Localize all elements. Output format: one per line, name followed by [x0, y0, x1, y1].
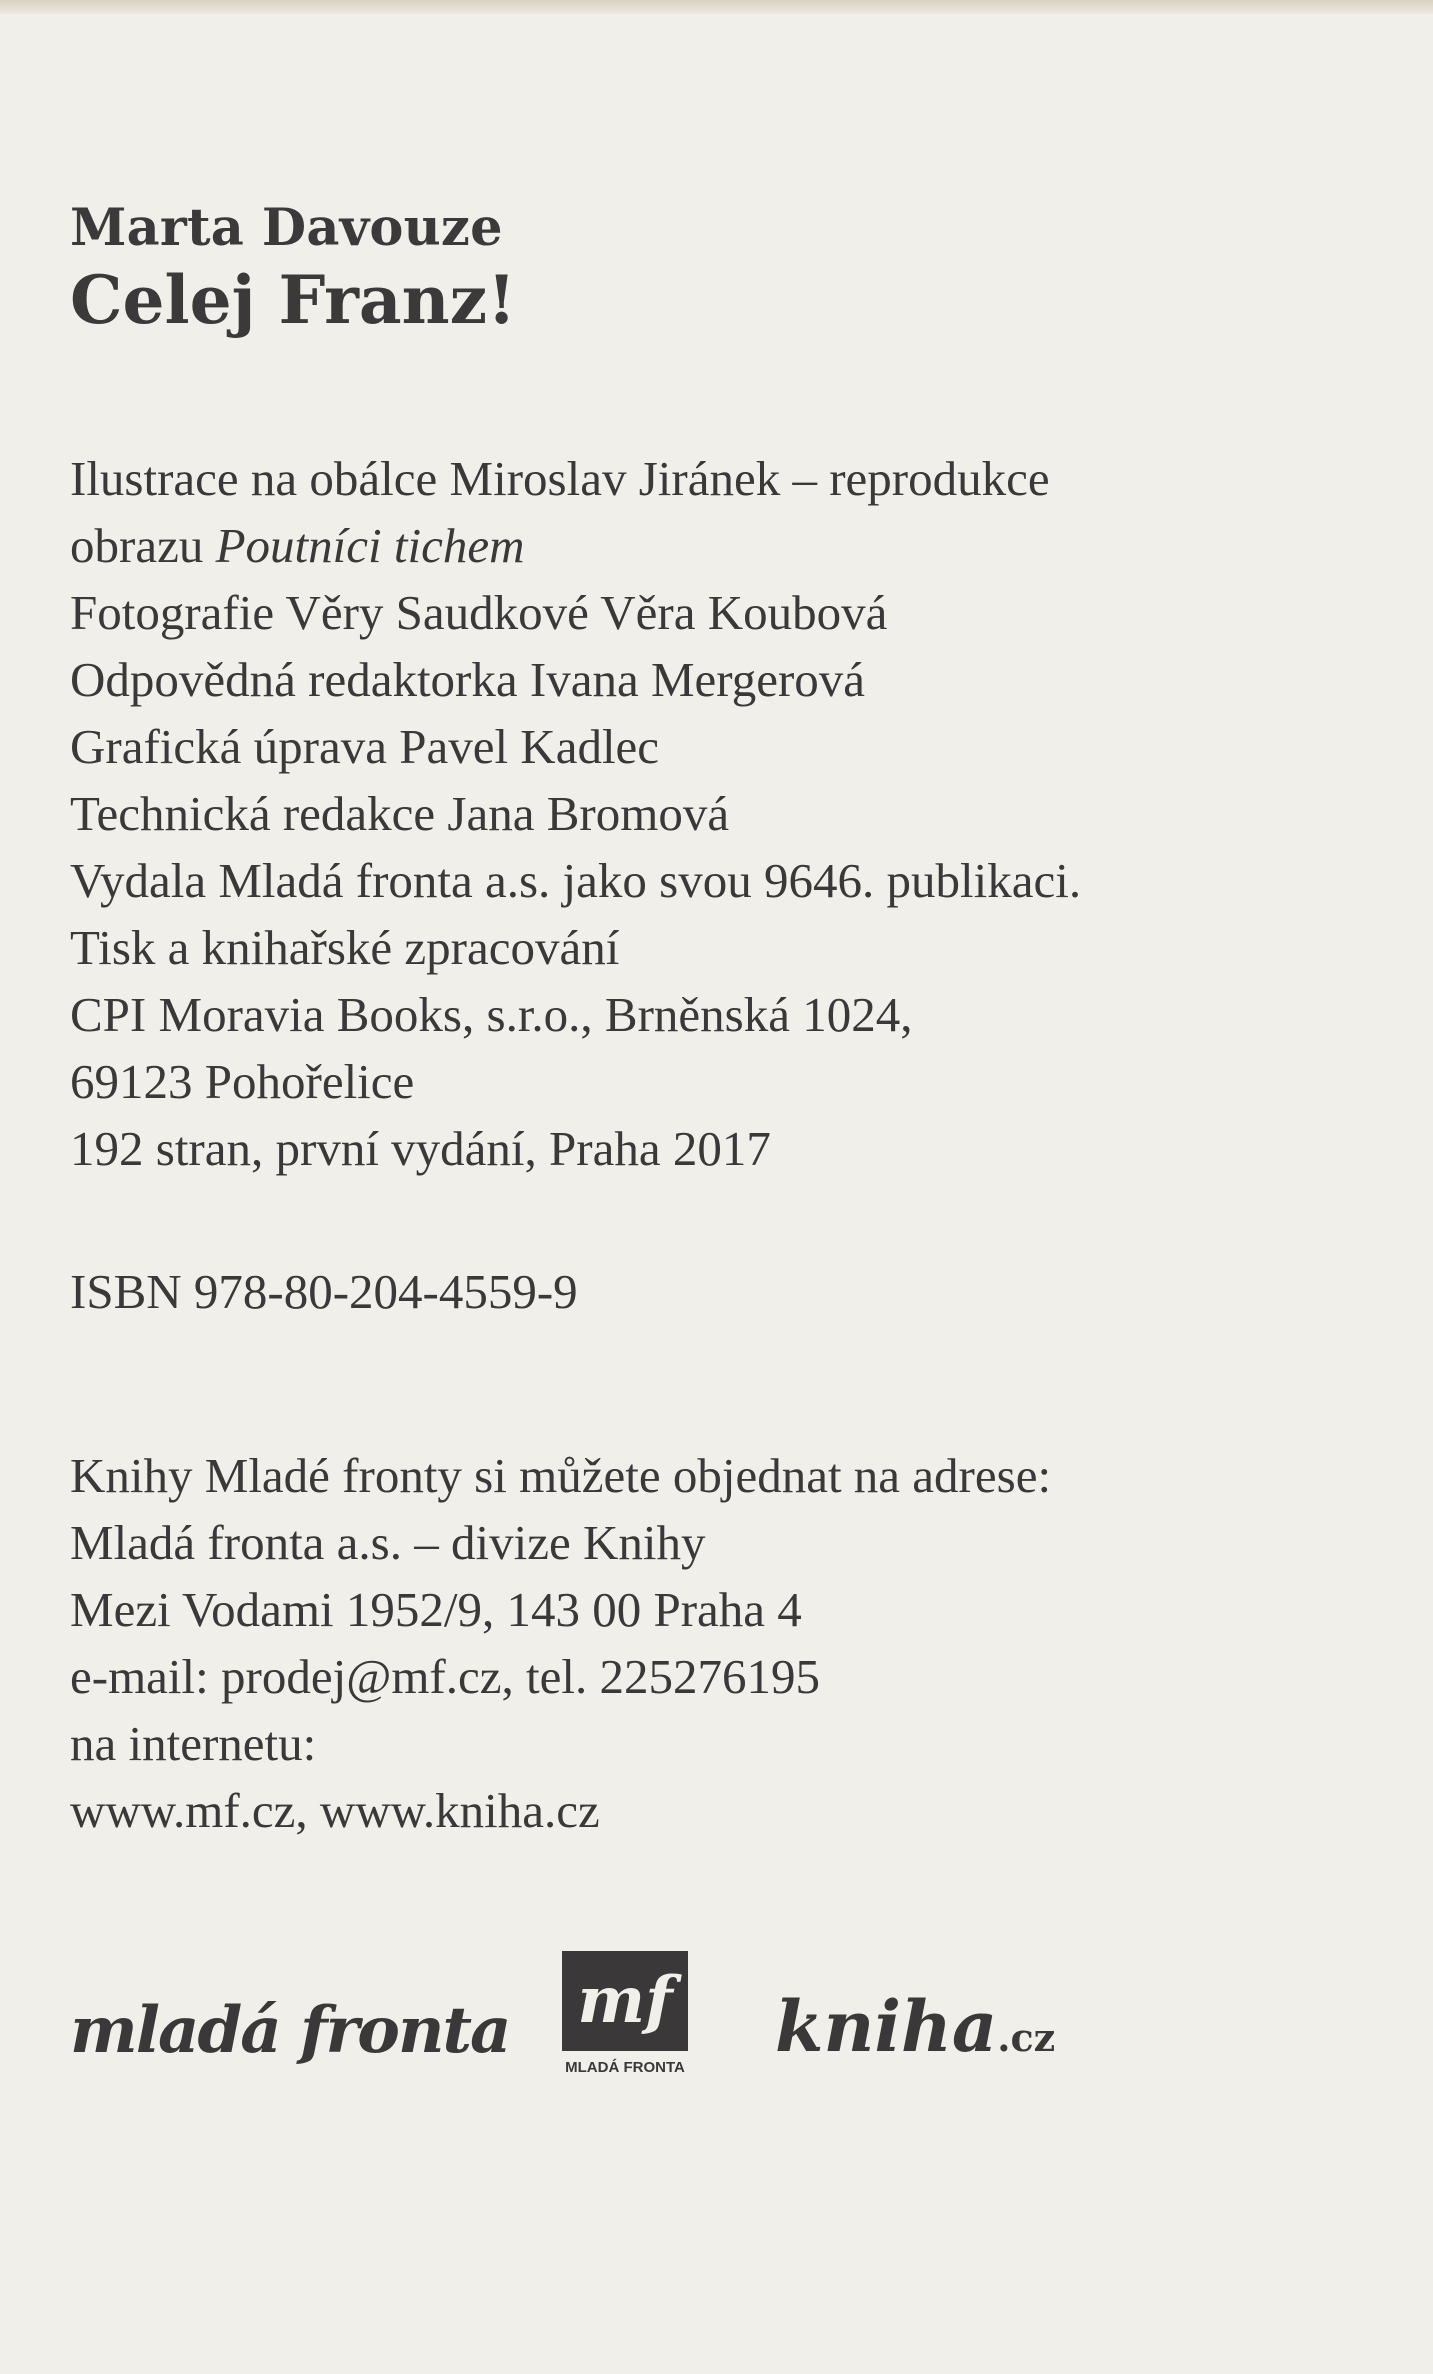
credit-illustration-prefix: obrazu	[70, 518, 216, 574]
kniha-logo-tld: .cz	[997, 2015, 1056, 2060]
orders-internet-label: na internetu:	[70, 1716, 317, 1772]
orders-websites: www.mf.cz, www.kniha.cz	[70, 1783, 600, 1839]
orders-intro: Knihy Mladé fronty si můžete objednat na adrese:	[70, 1448, 1052, 1504]
mf-badge-logo: mf	[562, 1951, 688, 2051]
orders-company: Mladá fronta a.s. – divize Knihy	[70, 1515, 706, 1571]
credits-block	[70, 445, 1350, 1182]
page-top-edge	[0, 0, 1433, 14]
credit-illustration-line1: Ilustrace na obálce Miroslav Jiránek – reprodukce	[70, 451, 1050, 507]
orders-address: Mezi Vodami 1952/9, 143 00 Praha 4	[70, 1582, 802, 1638]
orders-block	[70, 1442, 1350, 1844]
credit-publisher: Vydala Mladá fronta a.s. jako svou 9646. publikaci.	[70, 853, 1082, 909]
credit-technical: Technická redakce Jana Bromová	[70, 786, 730, 842]
credit-edition: 192 stran, první vydání, Praha 2017	[70, 1121, 771, 1177]
book-title: Celej Franz!	[70, 261, 517, 340]
credit-print-label: Tisk a knihařské zpracování	[70, 920, 620, 976]
kniha-logo-name: kniha	[775, 1985, 998, 2068]
painting-title: Poutníci tichem	[215, 518, 525, 574]
credit-editor: Odpovědná redaktorka Ivana Mergerová	[70, 652, 866, 708]
imprint-page	[70, 195, 1350, 1844]
credit-photo: Fotografie Věry Saudkové Věra Koubová	[70, 585, 888, 641]
credit-printer: CPI Moravia Books, s.r.o., Brněnská 1024,	[70, 987, 913, 1043]
mlada-fronta-script-logo: mladá fronta	[70, 1993, 510, 2068]
credit-design: Grafická úprava Pavel Kadlec	[70, 719, 660, 775]
credit-printer-city: 69123 Pohořelice	[70, 1054, 415, 1110]
kniha-cz-logo	[775, 1985, 1055, 2068]
orders-contact: e-mail: prodej@mf.cz, tel. 225276195	[70, 1649, 820, 1705]
credit-illustration-line2	[70, 512, 1350, 579]
publisher-logos	[70, 1945, 1070, 2085]
isbn: ISBN 978-80-204-4559-9	[70, 1264, 578, 1320]
mf-badge-caption: MLADÁ FRONTA	[565, 2059, 685, 2076]
author-name: Marta Davouze	[70, 198, 503, 258]
